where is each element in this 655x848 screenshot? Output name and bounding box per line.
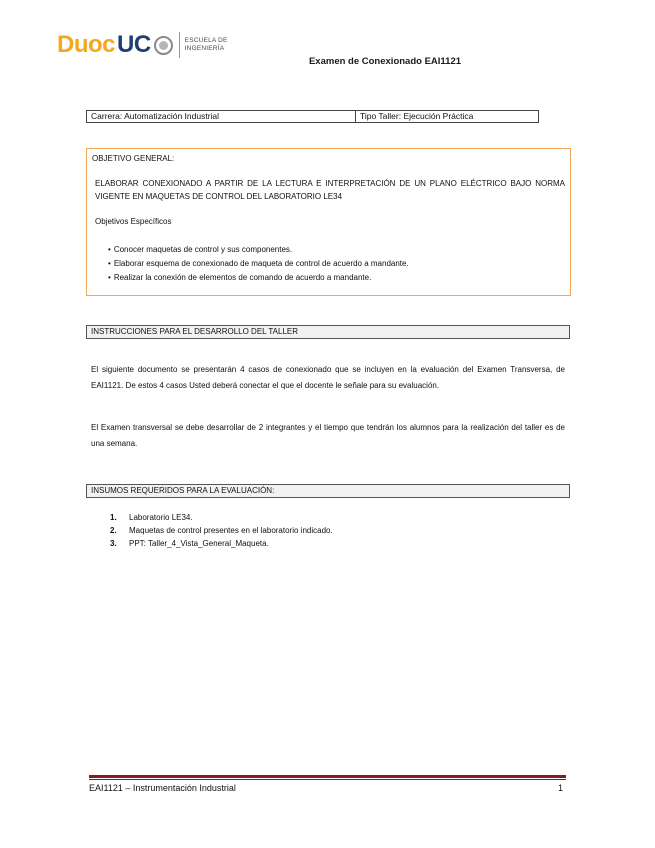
logo-divider [179,32,180,58]
logo-school-line1: ESCUELA DE [184,37,228,44]
list-text: Maquetas de control presentes en el laboratorio indicado. [129,526,333,535]
general-objective-text: ELABORAR CONEXIONADO A PARTIR DE LA LECTURA E INTERPRETACIÓN DE UN PLANO ELÉCTRICO BAJO NORMA VIGENTE EN MAQUETAS DE CONTROL DEL LABORATORIO LE34 [95,179,565,201]
objective-heading: OBJETIVO GENERAL: [92,154,175,163]
footer-divider [89,775,566,778]
list-item: • Realizar la conexión de elementos de comando de acuerdo a mandante. [108,271,409,285]
instructions-paragraph-1: El siguiente documento se presentarán 4 casos de conexionado que se incluyen en la evaluación del Examen Transversa, de EAI1121. De estos 4 casos Usted deberá conectar el que el docente le señale para su evaluación. [91,365,565,390]
list-item [110,511,333,524]
specific-objectives-list [108,243,409,285]
list-number: 2. [110,526,117,535]
info-table [86,110,539,123]
supplies-heading: INSUMOS REQUERIDOS PARA LA EVALUACIÓN: [86,484,570,498]
list-text: Laboratorio LE34. [129,513,193,522]
list-number: 1. [110,513,117,522]
list-number: 3. [110,539,117,548]
workshop-type-cell: Tipo Taller: Ejecución Práctica [360,111,474,121]
footer-course: EAI1121 – Instrumentación Industrial [89,783,236,793]
career-cell: Carrera: Automatización Industrial [87,111,356,122]
instructions-paragraph-2: El Examen transversal se debe desarrollar de 2 integrantes y el tiempo que tendrán los alumnos para la realización del taller es de una semana. [91,423,565,448]
document-title: Examen de Conexionado EAI1121 [308,56,462,67]
instructions-heading: INSTRUCCIONES PARA EL DESARROLLO DEL TALLER [86,325,570,339]
list-text: PPT: Taller_4_Vista_General_Maqueta. [129,539,269,548]
logo-uc-text: UC [117,31,151,58]
footer-divider-thin [89,779,566,780]
specific-objectives-heading: Objetivos Específicos [95,217,172,226]
list-item: • Conocer maquetas de control y sus componentes. [108,243,409,257]
list-item [110,524,333,537]
seal-icon [154,36,173,55]
list-item: • Elaborar esquema de conexionado de maqueta de control de acuerdo a mandante. [108,257,409,271]
logo-duoc-text: Duoc [57,31,115,58]
supplies-list [110,511,333,550]
logo-school-line2: INGENIERÍA [184,45,225,52]
logo-school-text [185,37,228,53]
list-item [110,537,333,550]
page-number: 1 [558,783,564,793]
